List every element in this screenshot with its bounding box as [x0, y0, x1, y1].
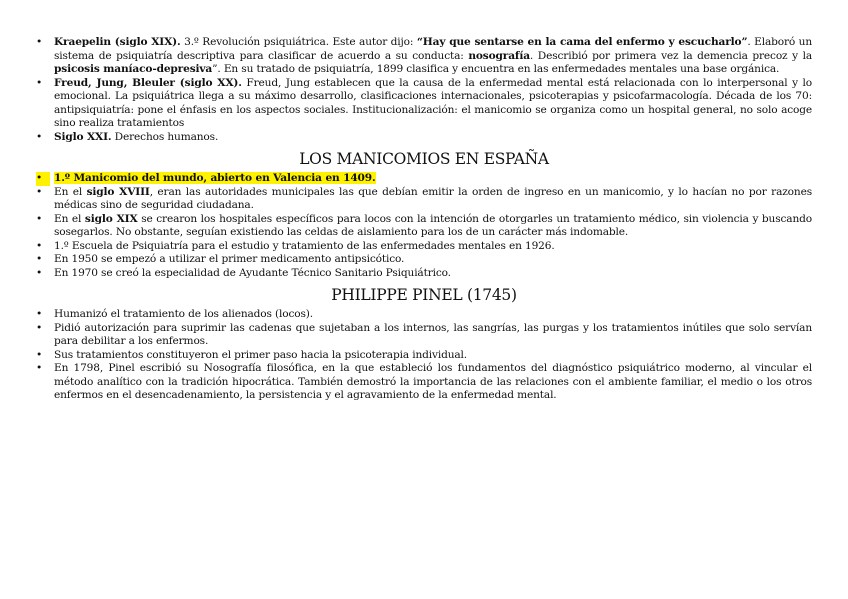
list-item: • En el siglo XVIII, eran las autoridades municipales las que debían emitir la orden de ingreso en un manicomio, y lo hacían no por razones médicas sino de seguridad ciudadana. [36, 185, 812, 211]
bullet: • [36, 266, 43, 279]
bullet: • [36, 348, 43, 361]
bullet: • [36, 239, 43, 252]
term: psicosis maníaco-depresiva [54, 63, 213, 75]
bullet: • [36, 185, 43, 198]
term: siglo XVIII [86, 185, 150, 198]
bullet: • [36, 36, 43, 48]
quote: “Hay que sentarse en la cama del enfermo y escucharlo” [416, 36, 748, 48]
bullet: • [36, 308, 43, 320]
bullet: • [36, 212, 43, 225]
section-heading-pinel: PHILIPPE PINEL (1745) [331, 286, 517, 304]
term: Freud, Jung, Bleuler (siglo XX). [54, 76, 242, 89]
term: Siglo XXI. [54, 130, 112, 143]
history-list [36, 36, 812, 144]
list-item: • Pidió autorización para suprimir las cadenas que sujetaban a los internos, las sangrías, las purgas y los tratamientos inútiles que solo servían para debilitar a los enfermos. [36, 321, 812, 347]
bullet: • [36, 253, 43, 265]
list-item: • En 1970 se creó la especialidad de Ayudante Técnico Sanitario Psiquiátrico. [36, 266, 451, 279]
section-heading-manicomios: LOS MANICOMIOS EN ESPAÑA [299, 150, 549, 168]
term: nosografía [468, 49, 530, 62]
list-item: • En 1950 se empezó a utilizar el primer medicamento antipsicótico. [36, 253, 405, 265]
bullet: • [36, 76, 43, 89]
list-item-kraepelin: • Kraepelin (siglo XIX). 3.º Revolución psiquiátrica. Este autor dijo: “Hay que sentarse en la cama del enfermo y escucharlo”. Elaboró un sistema de psiquiatría descriptiva para clasificar de acuerdo a su conducta: nosografía. Describió por primera vez la demencia precoz y la psicosis maníaco-depresiva”. En su tratado de psiquiatría, 1899 clasifica y encuentra en las enfermedades mentales una base orgánica. [36, 36, 812, 75]
term: siglo XIX [84, 212, 138, 225]
bullet: • [36, 321, 43, 334]
list-item: • Sus tratamientos constituyeron el primer paso hacia la psicoterapia individual. [36, 348, 467, 361]
term: Kraepelin (siglo XIX). [54, 36, 181, 48]
manicomios-list [36, 172, 812, 280]
highlighted-text: 1.º Manicomio del mundo, abierto en Valencia en 1409. [54, 172, 376, 184]
list-item-freud: • Freud, Jung, Bleuler (siglo XX). Freud, Jung establecen que la causa de la enfermedad mental está relacionada con lo interpersonal y lo emocional. La psiquiátrica llega a su máximo desarrollo, clasificaciones internacionales, psicoterapias y psicofarmacología. Década de los 70: antipsiquiatría: pone el énfasis en los aspectos sociales. Institucionalización: el manicomio se organiza como un hospital general, no solo acoge sino realiza tratamientos [36, 76, 813, 129]
pinel-list [36, 308, 812, 403]
bullet: • [36, 362, 43, 374]
bullet: • [36, 172, 50, 186]
bullet: • [36, 130, 43, 143]
list-item-siglo-xxi: • Siglo XXI. Derechos humanos. [36, 130, 219, 143]
list-item-highlight [36, 172, 812, 186]
list-item: • 1.º Escuela de Psiquiatría para el estudio y tratamiento de las enfermedades mentales en 1926. [36, 239, 555, 252]
list-item: • En el siglo XIX se crearon los hospitales específicos para locos con la intención de otorgarles un tratamiento médico, sin violencia y buscando sosegarlos. No obstante, seguían existiendo las celdas de aislamiento para los de un carácter más indomable. [36, 212, 812, 238]
list-item: • En 1798, Pinel escribió su Nosografía filosófica, en la que estableció los fundamentos del diagnóstico psiquiátrico moderno, al vincular el método analítico con la tradición hipocrática. También demostró la importancia de las relaciones con el ambiente familiar, el medio o los otros enfermos en el desencadenamiento, la persistencia y el agravamiento de la enfermedad mental. [36, 362, 812, 401]
list-item: • Humanizó el tratamiento de los alienados (locos). [36, 308, 313, 320]
